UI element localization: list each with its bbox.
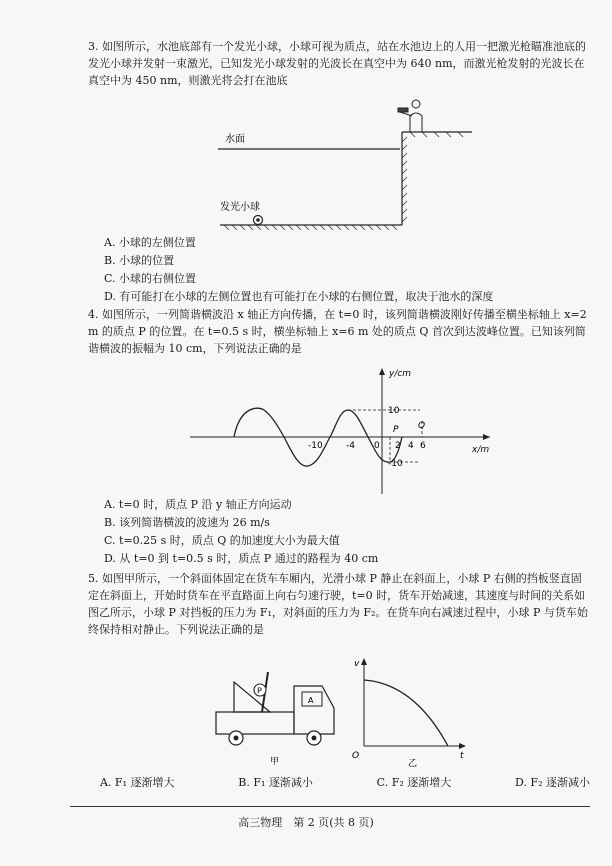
q5-option-d: D. F₂ 逐渐减小 bbox=[515, 776, 590, 789]
x-axis-label: x/m bbox=[472, 445, 490, 455]
fig-b-caption: 乙 bbox=[408, 759, 418, 768]
question-3-stem: 3. 如图所示，水池底部有一个发光小球，小球可视为质点，站在水池边上的人用一把激光枪瞄准池底的发光小球并发射一束激光，已知发光小球发射的光波长在真空中为 640 nm，而激光枪发射的光波长在真空中为 450 nm，则激光将会打在池底 bbox=[88, 40, 586, 88]
footer-divider bbox=[70, 806, 590, 807]
velocity-curve bbox=[364, 680, 448, 746]
q3-option-d: D. 有可能打在小球的左侧位置也有可能打在小球的右侧位置，取决于池水的深度 bbox=[104, 290, 494, 303]
x-tick-6: 6 bbox=[420, 441, 426, 451]
q4-option-c: C. t=0.25 s 时，质点 Q 的加速度大小为最大值 bbox=[104, 534, 340, 547]
q3-option-b: B. 小球的位置 bbox=[104, 254, 175, 267]
glowing-ball-icon bbox=[254, 216, 263, 225]
page-footer: 高三物理 第 2 页(共 8 页) bbox=[238, 816, 374, 829]
question-5-stem: 5. 如图甲所示，一个斜面体固定在货车车厢内，光滑小球 P 静止在斜面上，小球 P 右侧的挡板竖直固定在斜面上，开始时货车在平直路面上向右匀速行驶，t=0 时，货车开始减速，其速度与时间的关系如图乙所示，小球 P 对挡板的压力为 F₁，对斜面的压力为 F₂。在货车向右减速过程中，小球 P 与货车始终保持相对静止。下列说法正确的是 bbox=[88, 572, 588, 637]
q5-vt-graph bbox=[352, 654, 472, 768]
q3-option-c: C. 小球的右侧位置 bbox=[104, 272, 197, 285]
person-with-laser-icon bbox=[398, 100, 422, 132]
x-tick-0: 0 bbox=[374, 441, 380, 451]
point-q-label: Q bbox=[418, 421, 426, 431]
y-tick-10: 10 bbox=[388, 406, 400, 416]
y-axis-label: y/cm bbox=[389, 369, 412, 379]
point-p-label: P bbox=[393, 425, 399, 435]
ball-p-icon bbox=[254, 684, 266, 696]
q3-option-a: A. 小球的左侧位置 bbox=[104, 236, 196, 249]
x-tick-2: 2 bbox=[395, 441, 401, 451]
question-3 bbox=[88, 38, 588, 89]
q3-water-label: 水面 bbox=[225, 134, 245, 145]
x-tick-neg4: -4 bbox=[346, 441, 355, 451]
vt-x-label: t bbox=[460, 751, 464, 761]
q5-options bbox=[100, 774, 590, 791]
q5-option-b: B. F₁ 逐渐减小 bbox=[238, 776, 313, 789]
q4-option-d: D. 从 t=0 到 t=0.5 s 时，质点 P 通过的路程为 40 cm bbox=[104, 552, 379, 565]
q3-pool-figure bbox=[210, 92, 480, 242]
cab-label: A bbox=[308, 696, 314, 705]
q5-option-a: A. F₁ 逐渐增大 bbox=[100, 776, 175, 789]
vt-origin: O bbox=[352, 751, 360, 761]
question-4-stem: 4. 如图所示，一列简谐横波沿 x 轴正方向传播，在 t=0 时，该列简谐横波刚好传播至横坐标轴上 x=2 m 的质点 P 的位置。在 t=0.5 s 时，横坐标轴上 x=6 m 处的质点 Q 首次到达波峰位置。已知该列简谐横波的振幅为 10 cm，下列说法正确的是 bbox=[88, 308, 587, 356]
q5-option-c: C. F₂ 逐渐增大 bbox=[376, 776, 452, 789]
q4-wave-graph bbox=[190, 366, 500, 496]
y-tick-neg10: -10 bbox=[388, 459, 403, 469]
x-tick-4: 4 bbox=[408, 441, 414, 451]
q3-ball-label: 发光小球 bbox=[220, 202, 260, 213]
x-tick-neg10: -10 bbox=[308, 441, 323, 451]
ball-p-label: P bbox=[257, 686, 262, 696]
fig-a-caption: 甲 bbox=[270, 757, 280, 767]
wheel-icon bbox=[229, 731, 321, 745]
q4-option-b: B. 该列简谐横波的波速为 26 m/s bbox=[104, 516, 270, 529]
vt-y-label: v bbox=[354, 659, 360, 669]
q5-truck-figure bbox=[210, 668, 345, 768]
question-5 bbox=[88, 570, 588, 638]
question-4 bbox=[88, 306, 588, 357]
q4-option-a: A. t=0 时，质点 P 沿 y 轴正方向运动 bbox=[104, 498, 292, 511]
